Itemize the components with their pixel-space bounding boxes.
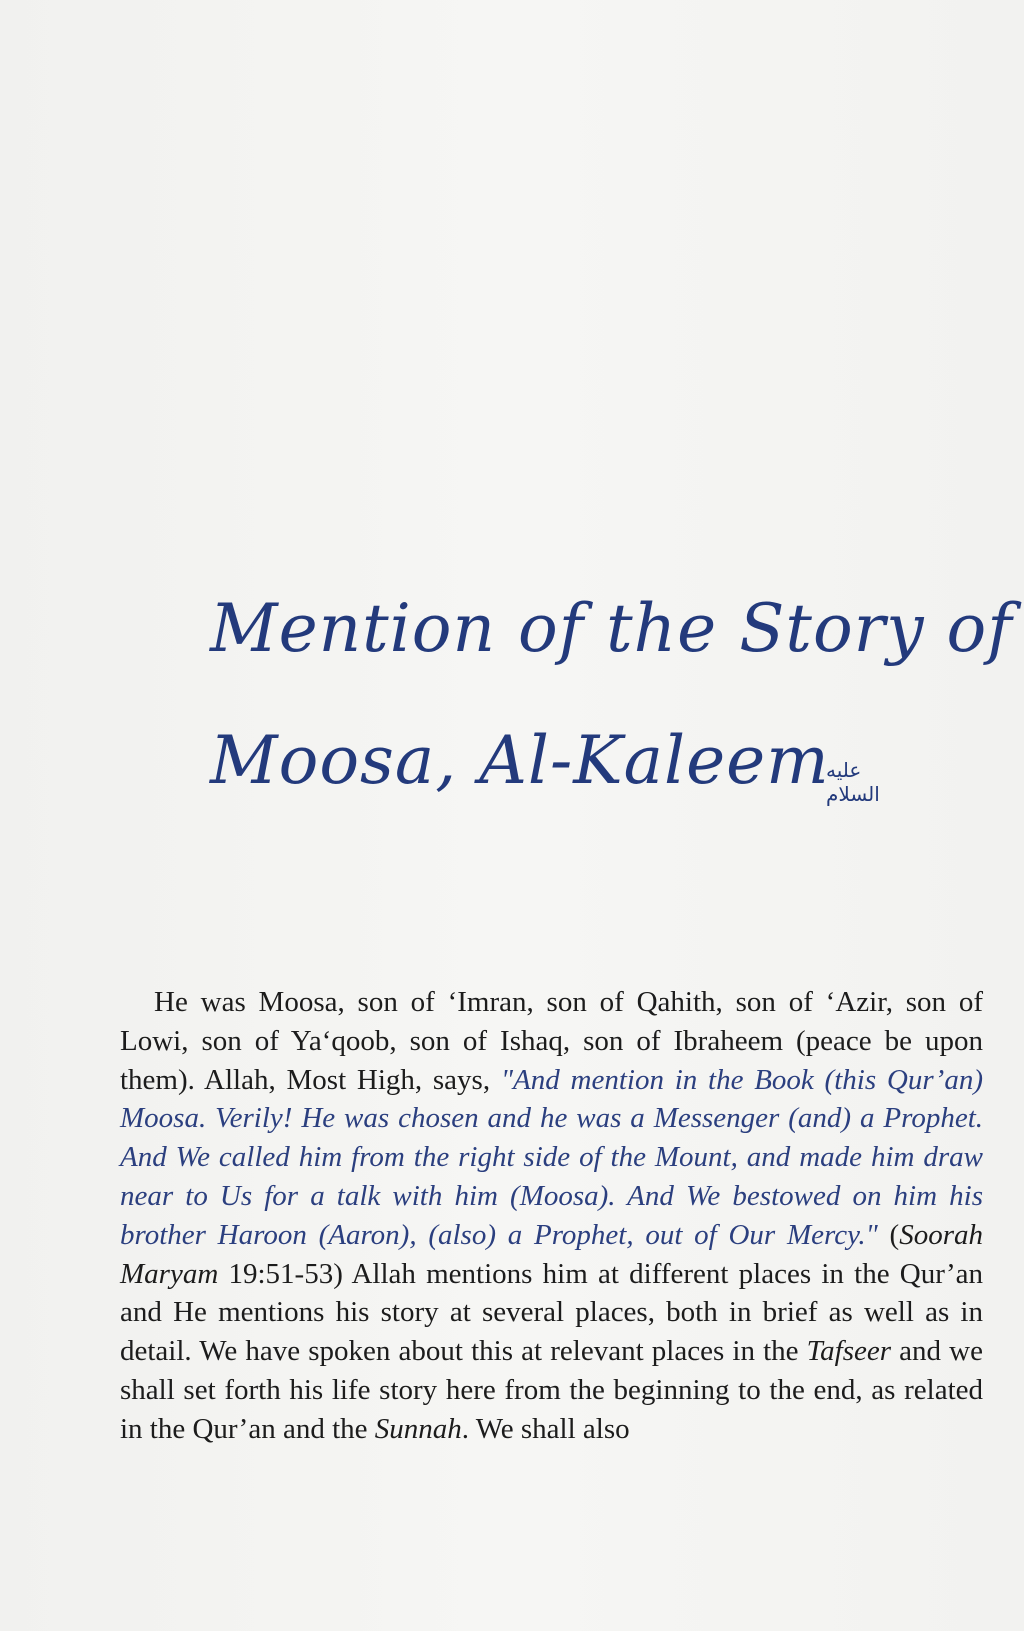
chapter-title-line-1: Mention of the Story of xyxy=(210,590,1013,667)
chapter-title-line-2: Moosa, Al-Kaleem xyxy=(210,722,830,799)
tafseer-term: Tafseer xyxy=(806,1335,892,1368)
honorific-glyph: عليه السلام xyxy=(826,758,880,806)
reference-open: ( xyxy=(877,1218,900,1251)
chapter-title xyxy=(150,570,1013,860)
body-intro: He was Moosa, son of ‘Imran, son of Qahith, son of ‘Azir, son of Lowi, son of Ya‘qoob, son of Ishaq, son of Ibraheem (peace be upon them). Allah, Most High, says, xyxy=(120,986,983,1096)
quran-quote: "And mention in the Book (this Qur’an) Moosa. Verily! He was chosen and he was a Messenger (and) a Prophet. And We called him from the right side of the Mount, and made him draw near to Us for a talk with him (Moosa). And We bestowed on him his brother Haroon (Aaron), (also) a Prophet, out of Our Mercy." xyxy=(120,1063,983,1251)
body-middle: and we shall set forth his life story here from the beginning to the end, as related in the Qur’an and the xyxy=(120,1335,983,1445)
body-paragraph xyxy=(120,983,983,1449)
reference-rest: 19:51-53) Allah mentions him at different places in the Qur’an and He mentions his story at several places, both in brief as well as in detail. We have spoken about this at relevant places in the xyxy=(120,1257,983,1368)
reference-surah: Soorah Maryam xyxy=(120,1218,983,1290)
body-end: . We shall also xyxy=(461,1412,630,1445)
sunnah-term: Sunnah xyxy=(374,1412,462,1445)
